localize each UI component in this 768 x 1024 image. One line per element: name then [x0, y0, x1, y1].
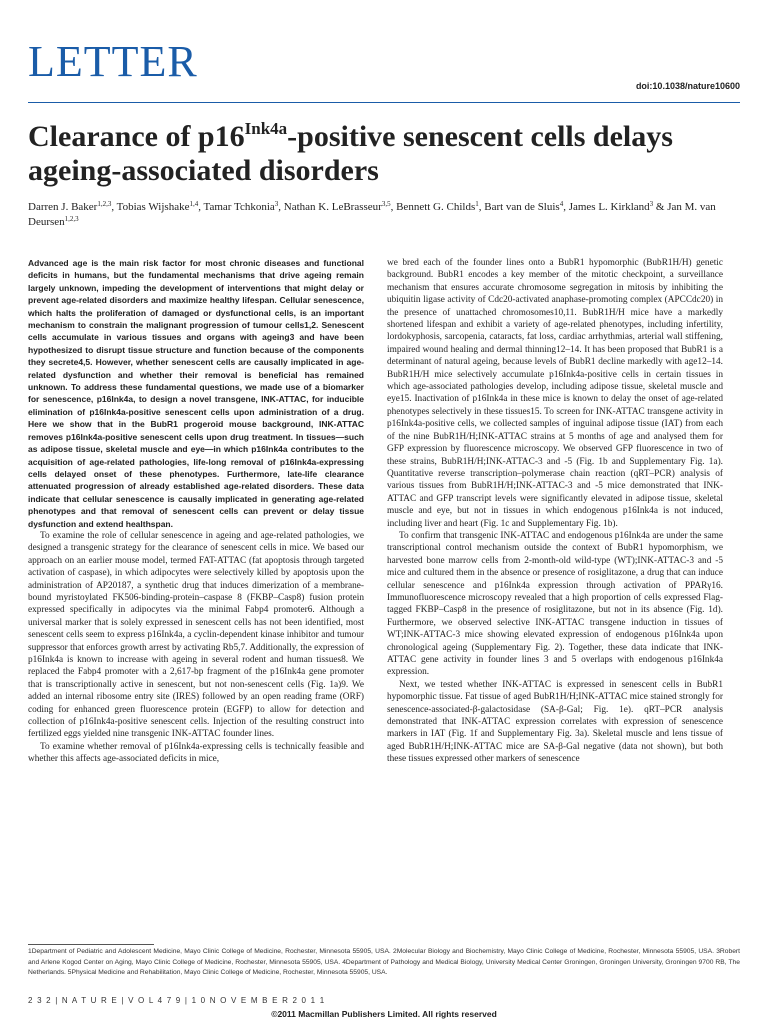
author-list: Darren J. Baker$^{1,2,3}$, Tobias Wijshake$^{1,4}$, Tamar Tchkonia$^3$, Nathan K. LeBrasseur$^{3,5}$, Bennett G. Childs$^1$, Bart van de Sluis$^4$, James L. Kirkland$^3$ & Jan M. van Deursen$^{1,2,3}$: [28, 200, 716, 228]
section-label: LETTER: [28, 37, 198, 86]
copyright: ©2011 Macmillan Publishers Limited. All rights reserved: [271, 1009, 497, 1019]
body-paragraph: Next, we tested whether INK-ATTAC is expressed in senescent cells in BubR1 hypomorphic tissue. Fat tissue of aged BubR1H/H;INK-ATTAC mice stained strongly for senescence-associated-β-galactosidase (SA-β-Gal; Fig. 1e). qRT–PCR analysis demonstrated that INK-ATTAC expression correlates with expression of senescence markers in IAT (Fig. 1f and Supplementary Fig. 3a). Skeletal muscle and lens tissue of aged BubR1H/H;INK-ATTAC mice are SA-β-Gal negative (data not shown), but both these tissues expressed other markers of senescence: [387, 679, 723, 765]
body-paragraph: To confirm that transgenic INK-ATTAC and endogenous p16Ink4a are under the same transcriptional control mechanism outside the context of BubR1 hypomorphism, we harvested bone marrow cells from 2-month-old wild-type (WT);INK-ATTAC-3 and -5 mice and cultured them in the absence or presence of rosiglitazone, a drug that can induce cellular senescence and p16Ink4a expression through activation of PPARγ16. Immunofluorescence microscopy revealed that a high proportion of cells expressed Flag-tagged FKBP–Casp8 in the presence of rosiglitazone, but not in its absence (Fig. 1d). Furthermore, we observed selective INK-ATTAC transgene induction in tissues of WT;INK-ATTAC-3 mice showing elevated expression of endogenous p16Ink4a upon chronological ageing (Supplementary Fig. 2). Together, these data indicate that INK-ATTAC gene activity in founder lines 3 and 5 overlaps with endogenous p16Ink4a expression.: [387, 530, 723, 678]
header-rule: [28, 102, 740, 103]
affiliations-footnote: 1Department of Pediatric and Adolescent Medicine, Mayo Clinic College of Medicine, Rochester, Minnesota 55905, USA. 2Molecular Biology and Biochemistry, Mayo Clinic College of Medicine, Rochester, Minnesota 55905, USA. 3Robert and Arlene Kogod Center on Aging, Mayo Clinic College of Medicine, Rochester, Minnesota 55905, USA. 4Department of Pathology and Medical Biology, University Medical Center Groningen, Groningen University, Groningen 9700 RB, The Netherlands. 5Physical Medicine and Rehabilitation, Mayo Clinic College of Medicine, Rochester, Minnesota 55905, USA.: [28, 948, 740, 977]
body-paragraph: we bred each of the founder lines onto a BubR1 hypomorphic (BubR1H/H) genetic background. BubR1 encodes a key member of the mitotic checkpoint, a surveillance mechanism that ensures accurate chromosome segregation in mitosis by inhibiting the ubiquitin ligase activity of Cdc20-activated anaphase-promoting complex (APCCdc20) in the presence of unattached chromosomes10,11. BubR1H/H mice have a markedly shortened lifespan and exhibit a variety of age-related phenotypes, including infertility, lordokyphosis, sarcopenia, cataracts, fat loss, cardiac arrhythmias, arterial wall stiffening, impaired wound healing and dermal thinning12–14. It has been proposed that BubR1 is a determinant of natural ageing, because levels of BubR1 decline markedly with age12–14. BubR1H/H mice selectively accumulate p16Ink4a-positive cells in certain tissues in which age-associated pathologies develop, including adipose tissue, skeletal muscle and eye15. Inactivation of p16Ink4a in these mice is known to delay the onset of age-related phenotypes selectively in these tissues15. To screen for INK-ATTAC transgene activity in p16Ink4a-positive cells, we collected samples of inguinal adipose tissue (IAT) from each of the nine BubR1H/H;INK-ATTAC strains at 5 months of age and analysed them for GFP expression by fluorescence microscopy. We observed GFP fluorescence in two of these strains, BubR1H/H;INK-ATTAC-3 and -5 (Fig. 1b and Supplementary Fig. 1a). Quantitative reverse transcription–polymerase chain reaction (qRT–PCR) analysis of various tissues from BubR1H/H;INK-ATTAC-3 and -5 mice demonstrated that INK-ATTAC and GFP transcript levels were significantly elevated in adipose tissue, skeletal muscle and eye, but not in tissues in which endogenous p16Ink4a is not induced, including liver and heart (Fig. 1c and Supplementary Fig. 1b).: [387, 258, 723, 529]
left-column: [28, 257, 364, 766]
body-paragraph: To examine the role of cellular senescence in ageing and age-related pathologies, we designed a transgenic strategy for the clearance of senescent cells in mice. We based our approach on an earlier mouse model, termed FAT-ATTAC (fat apoptosis through targeted activation of caspase), in which adipocytes were selectively killed by apoptosis upon the administration of AP20187, a synthetic drug that induces dimerization of a membrane-bound myristoylated FK506-binding-protein–caspase 8 (FKBP–Casp8) fusion protein expressed specifically in adipocytes via the minimal Fabp4 promoter6. Although a universal marker that is solely expressed in senescent cells has not been identified, most senescent cells seem to express p16Ink4a, a cyclin-dependent kinase inhibitor and tumour suppressor that enforces growth arrest by activating Rb5,7. Additionally, the expression of p16Ink4a is known to increase with ageing in several rodent and human tissues8. We replaced the Fabp4 promoter with a 2,617-bp fragment of the p16Ink4a gene promoter that is transcriptionally active in senescent, but not non-senescent cells (Fig. 1a)9. We added an internal ribosome entry site (IRES) followed by an open reading frame (ORF) coding for enhanced green fluorescence protein (EGFP) to allow for detection and collection of p16Ink4a-positive senescent cells. Injection of the resulting construct into fertilized eggs yielded nine transgenic INK-ATTAC founder lines.: [28, 530, 364, 740]
abstract: Advanced age is the main risk factor for most chronic diseases and functional deficits in humans, but the fundamental mechanisms that drive ageing remain largely unknown, impeding the development of interventions that might delay or prevent age-related disorders and maximize healthy lifespan. Cellular senescence, which halts the proliferation of damaged or dysfunctional cells, is an important mechanism to constrain the malignant progression of tumour cells1,2. Senescent cells accumulate in various tissues and organs with ageing3 and have been hypothesized to disrupt tissue structure and function because of the components they secrete4,5. However, whether senescent cells are causally implicated in age-related dysfunction and whether their removal is beneficial has remained unknown. To address these fundamental questions, we made use of a biomarker for senescence, p16Ink4a, to design a novel transgene, INK-ATTAC, for inducible elimination of p16Ink4a-positive senescent cells upon administration of a drug. Here we show that in the BubR1 progeroid mouse background, INK-ATTAC removes p16Ink4a-positive senescent cells upon drug treatment. In tissues—such as adipose tissue, skeletal muscle and eye—in which p16Ink4a contributes to the acquisition of age-related pathologies, life-long removal of p16Ink4a-expressing cells delayed onset of these phenotypes. Furthermore, late-life clearance attenuated progression of already established age-related disorders. These data indicate that cellular senescence is causally implicated in generating age-related phenotypes and that removal of senescent cells can prevent or delay tissue dysfunction and extend healthspan.: [28, 258, 364, 529]
right-column: [387, 257, 723, 766]
page-info: 2 3 2 | N A T U R E | V O L 4 7 9 | 1 0 N O V E M B E R 2 0 1 1: [28, 996, 326, 1005]
doi-link[interactable]: doi:10.1038/nature10600: [635, 81, 740, 91]
body-paragraph: To examine whether removal of p16Ink4a-expressing cells is technically feasible and whether this affects age-associated deficits in mice,: [28, 741, 364, 765]
footnote-rule: [28, 944, 154, 945]
article-title: Clearance of $p16^{Ink4a}$-positive senescent cells delays ageing-associated disorders: [28, 119, 673, 187]
